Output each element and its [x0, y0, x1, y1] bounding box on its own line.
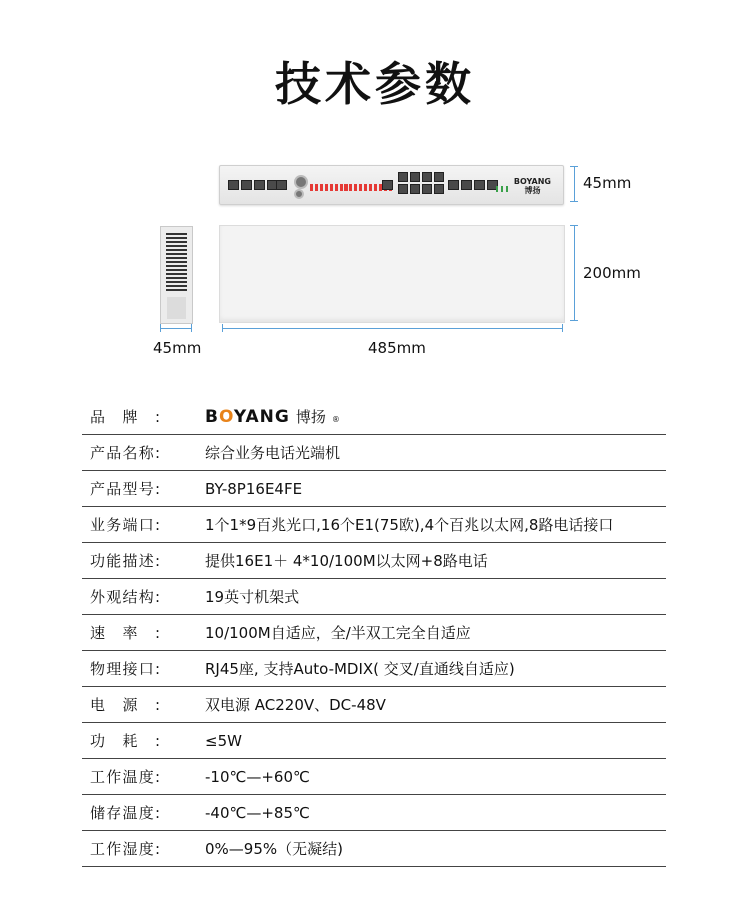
height-dimension-line — [574, 166, 575, 202]
spec-label: 业务端口: — [90, 516, 160, 534]
side-width-dimension-label: 45mm — [153, 339, 202, 357]
spec-value-cell — [202, 471, 666, 507]
device-side-view — [160, 226, 193, 324]
status-leds — [496, 186, 508, 192]
dimension-tick — [570, 201, 578, 202]
spec-value-cell — [202, 723, 666, 759]
spec-value: -40℃—+85℃ — [205, 803, 310, 822]
spec-label: 电源: — [90, 696, 160, 714]
spec-label: 产品型号: — [90, 480, 160, 498]
spec-label-cell — [82, 795, 202, 831]
depth-dimension-label: 200mm — [583, 264, 641, 282]
ethernet-ports-left — [228, 180, 278, 190]
brand-letter-b: B — [205, 407, 219, 427]
dimension-tick — [222, 324, 223, 332]
device-top-view — [219, 225, 565, 323]
panel-logo-zh: 博扬 — [524, 186, 541, 195]
spec-value-cell — [202, 435, 666, 471]
spec-label-cell — [82, 687, 202, 723]
optical-port-rx-icon — [294, 189, 304, 199]
spec-value: 19英寸机架式 — [205, 588, 300, 606]
spec-row — [82, 471, 666, 507]
console-port — [382, 180, 393, 190]
spec-value: BY-8P16E4FE — [205, 479, 303, 498]
spec-value-cell — [202, 543, 666, 579]
e1-dip-switches — [310, 184, 348, 191]
spec-label-cell — [82, 507, 202, 543]
brand-letters-yang: YANG — [233, 407, 290, 427]
spec-value-cell — [202, 507, 666, 543]
spec-value-cell — [202, 615, 666, 651]
spec-row — [82, 543, 666, 579]
spec-label-cell — [82, 723, 202, 759]
page-title: 技术参数 — [275, 57, 475, 111]
vent-grille — [166, 233, 187, 291]
spec-label: 工作湿度: — [90, 840, 160, 858]
depth-dimension-line — [574, 225, 575, 321]
spec-row — [82, 831, 666, 867]
spec-label: 储存温度: — [90, 804, 160, 822]
spec-value: -10℃—+60℃ — [205, 767, 310, 786]
spec-value-cell — [202, 687, 666, 723]
spec-label-cell — [82, 831, 202, 867]
spec-label: 功耗: — [90, 732, 160, 750]
side-width-dimension-line — [160, 328, 192, 329]
spec-label-cell — [82, 651, 202, 687]
spec-label: 速率: — [90, 624, 160, 642]
brand-name-zh: 博扬 — [295, 408, 326, 426]
spec-value-cell — [202, 759, 666, 795]
spec-label-cell — [82, 615, 202, 651]
spec-label-cell — [82, 435, 202, 471]
spec-label-cell — [82, 399, 202, 435]
rack-ear — [167, 297, 186, 319]
spec-label: 品牌: — [90, 408, 160, 426]
spec-label-cell — [82, 759, 202, 795]
spec-label-cell — [82, 579, 202, 615]
dimension-tick — [570, 166, 578, 167]
dimension-tick — [570, 225, 578, 226]
panel-logo-en: BOYANG — [513, 177, 551, 186]
spec-value: 提供16E1＋ 4*10/100M以太网+8路电话 — [205, 552, 488, 570]
brand-name-en — [205, 407, 290, 427]
spec-value: ≤5W — [205, 731, 242, 750]
spec-label: 工作温度: — [90, 768, 160, 786]
spec-row — [82, 651, 666, 687]
dimension-tick — [570, 320, 578, 321]
brand-letter-o: O — [218, 407, 234, 427]
spec-table — [82, 399, 666, 867]
spec-value: 1个1*9百兆光口,16个E1(75欧),4个百兆以太网,8路电话接口 — [205, 516, 614, 534]
spec-value-cell — [202, 651, 666, 687]
dimension-tick — [562, 324, 563, 332]
spec-label: 物理接口: — [90, 660, 160, 678]
spec-value: 10/100M自适应，全/半双工完全自适应 — [205, 624, 471, 642]
dimension-tick — [160, 324, 161, 332]
device-front-panel — [219, 165, 564, 205]
spec-row — [82, 759, 666, 795]
spec-label: 产品名称: — [90, 444, 160, 462]
spec-label-cell — [82, 543, 202, 579]
spec-row — [82, 399, 666, 435]
spec-value: 0%—95%（无凝结) — [205, 840, 343, 858]
spec-row — [82, 435, 666, 471]
ethernet-ports-right — [448, 180, 498, 190]
spec-label: 外观结构: — [90, 588, 160, 606]
brand-logo — [205, 406, 340, 427]
optical-port-tx-icon — [294, 175, 308, 189]
spec-row — [82, 615, 666, 651]
spec-row — [82, 579, 666, 615]
spec-value-cell — [202, 579, 666, 615]
spec-value: 双电源 AC220V、DC-48V — [205, 696, 386, 714]
spec-row — [82, 687, 666, 723]
spec-label: 功能描述: — [90, 552, 160, 570]
spec-label-cell — [82, 471, 202, 507]
registered-mark: ® — [331, 415, 340, 424]
spec-row — [82, 795, 666, 831]
spec-value: RJ45座, 支持Auto-MDIX( 交叉/直通线自适应) — [205, 660, 515, 678]
phone-ports-stack — [398, 172, 444, 194]
ethernet-port-single — [276, 180, 287, 190]
dimension-tick — [191, 324, 192, 332]
height-dimension-label: 45mm — [583, 174, 632, 192]
width-dimension-line — [222, 328, 563, 329]
spec-value-cell — [202, 399, 666, 435]
panel-logo — [514, 177, 551, 195]
spec-row — [82, 507, 666, 543]
spec-value-cell — [202, 831, 666, 867]
spec-value: 综合业务电话光端机 — [205, 444, 341, 462]
spec-value-cell — [202, 795, 666, 831]
width-dimension-label: 485mm — [368, 339, 426, 357]
spec-row — [82, 723, 666, 759]
